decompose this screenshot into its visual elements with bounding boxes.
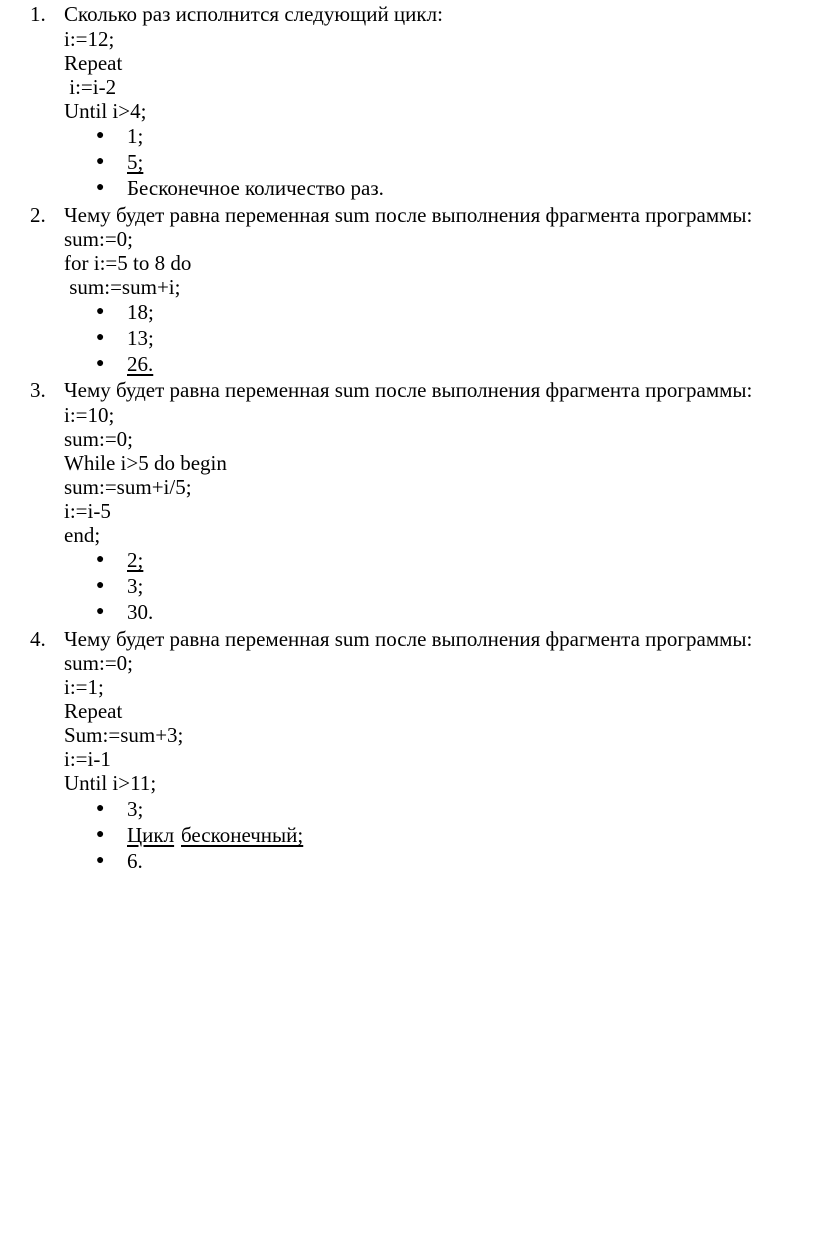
question-3-option-correct: 2; xyxy=(127,548,144,572)
bullet-icon: ● xyxy=(96,356,105,371)
question-2-code-line: sum:=0; xyxy=(64,227,134,251)
question-4-number: 4. xyxy=(30,627,46,651)
question-2-option: 18; xyxy=(127,300,154,324)
question-1-option: 1; xyxy=(127,124,144,148)
question-4-option-correct-word: Цикл xyxy=(127,823,175,847)
bullet-icon: ● xyxy=(96,604,105,619)
question-1-number: 1. xyxy=(30,2,46,26)
question-2-number: 2. xyxy=(30,203,46,227)
question-3-code-line: i:=10; xyxy=(64,403,115,427)
question-4-option-correct-word: бесконечный; xyxy=(181,823,304,847)
question-4-code-line: Until i>11; xyxy=(64,771,157,795)
question-1-code-line: i:=i-2 xyxy=(64,75,117,99)
question-3-code-line: i:=i-5 xyxy=(64,499,111,523)
question-4-prompt: Чему будет равна переменная sum после выполнения фрагмента программы: xyxy=(64,627,753,651)
question-3-code-line: sum:=sum+i/5; xyxy=(64,475,192,499)
bullet-icon: ● xyxy=(96,330,105,345)
question-2-option-correct: 26. xyxy=(127,352,154,376)
question-1-option-correct: 5; xyxy=(127,150,144,174)
bullet-icon: ● xyxy=(96,154,105,169)
question-4-code-line: sum:=0; xyxy=(64,651,134,675)
question-4-code-line: i:=1; xyxy=(64,675,104,699)
question-1-code-line: i:=12; xyxy=(64,27,115,51)
question-3-code-line: While i>5 do begin xyxy=(64,451,227,475)
question-4-code-line: i:=i-1 xyxy=(64,747,111,771)
question-4-option: 3; xyxy=(127,797,144,821)
question-4-code-line: Repeat xyxy=(64,699,123,723)
question-4-option: 6. xyxy=(127,849,143,873)
question-4-code-line: Sum:=sum+3; xyxy=(64,723,184,747)
bullet-icon: ● xyxy=(96,552,105,567)
question-3-prompt: Чему будет равна переменная sum после выполнения фрагмента программы: xyxy=(64,378,753,402)
question-2-code-line: for i:=5 to 8 do xyxy=(64,251,192,275)
question-1-code-line: Until i>4; xyxy=(64,99,147,123)
question-2-code-line: sum:=sum+i; xyxy=(64,275,181,299)
question-3-number: 3. xyxy=(30,378,46,402)
bullet-icon: ● xyxy=(96,827,105,842)
bullet-icon: ● xyxy=(96,801,105,816)
bullet-icon: ● xyxy=(96,304,105,319)
question-3-option: 3; xyxy=(127,574,144,598)
question-1-prompt: Сколько раз исполнится следующий цикл: xyxy=(64,2,443,26)
question-1-option: Бесконечное количество раз. xyxy=(127,176,384,200)
question-3-code-line: end; xyxy=(64,523,101,547)
question-3-code-line: sum:=0; xyxy=(64,427,134,451)
bullet-icon: ● xyxy=(96,180,105,195)
bullet-icon: ● xyxy=(96,578,105,593)
bullet-icon: ● xyxy=(96,853,105,868)
question-1-code-line: Repeat xyxy=(64,51,123,75)
bullet-icon: ● xyxy=(96,128,105,143)
question-3-option: 30. xyxy=(127,600,154,624)
question-2-option: 13; xyxy=(127,326,154,350)
question-2-prompt: Чему будет равна переменная sum после выполнения фрагмента программы: xyxy=(64,203,753,227)
